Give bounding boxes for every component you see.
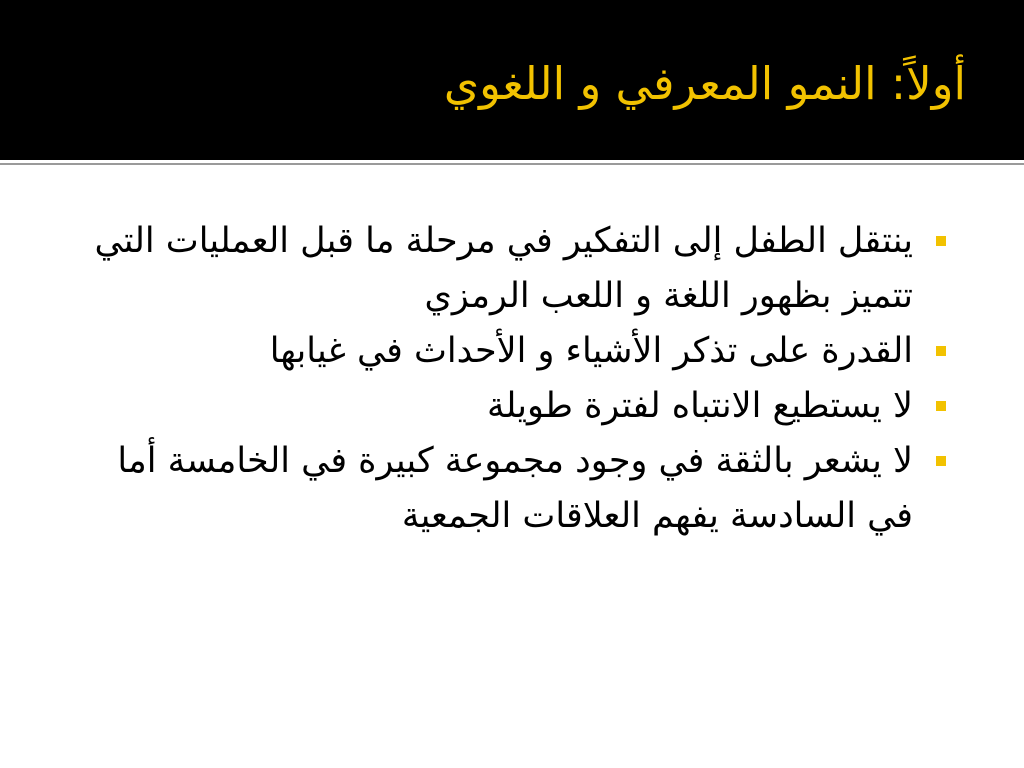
bullet-item bbox=[66, 434, 946, 544]
square-bullet-icon bbox=[936, 456, 946, 466]
bullet-item bbox=[66, 324, 946, 379]
bullet-item bbox=[66, 214, 946, 324]
title-divider bbox=[0, 163, 1024, 165]
square-bullet-icon bbox=[936, 401, 946, 411]
bullet-text: القدرة على تذكر الأشياء و الأحداث في غيابها bbox=[269, 331, 913, 371]
bullet-item bbox=[66, 379, 946, 434]
bullet-text: لا يستطيع الانتباه لفترة طويلة bbox=[486, 386, 913, 426]
slide-title: أولاً: النمو المعرفي و اللغوي bbox=[443, 57, 966, 110]
square-bullet-icon bbox=[936, 236, 946, 246]
bullet-text: لا يشعر بالثقة في وجود مجموعة كبيرة في الخامسة أما في السادسة يفهم العلاقات الجمعية bbox=[117, 441, 913, 536]
bullet-text: ينتقل الطفل إلى التفكير في مرحلة ما قبل العمليات التي تتميز بظهور اللغة و اللعب الرمزي bbox=[94, 221, 913, 316]
bullet-list bbox=[66, 214, 946, 544]
title-bar bbox=[0, 0, 1024, 160]
square-bullet-icon bbox=[936, 346, 946, 356]
